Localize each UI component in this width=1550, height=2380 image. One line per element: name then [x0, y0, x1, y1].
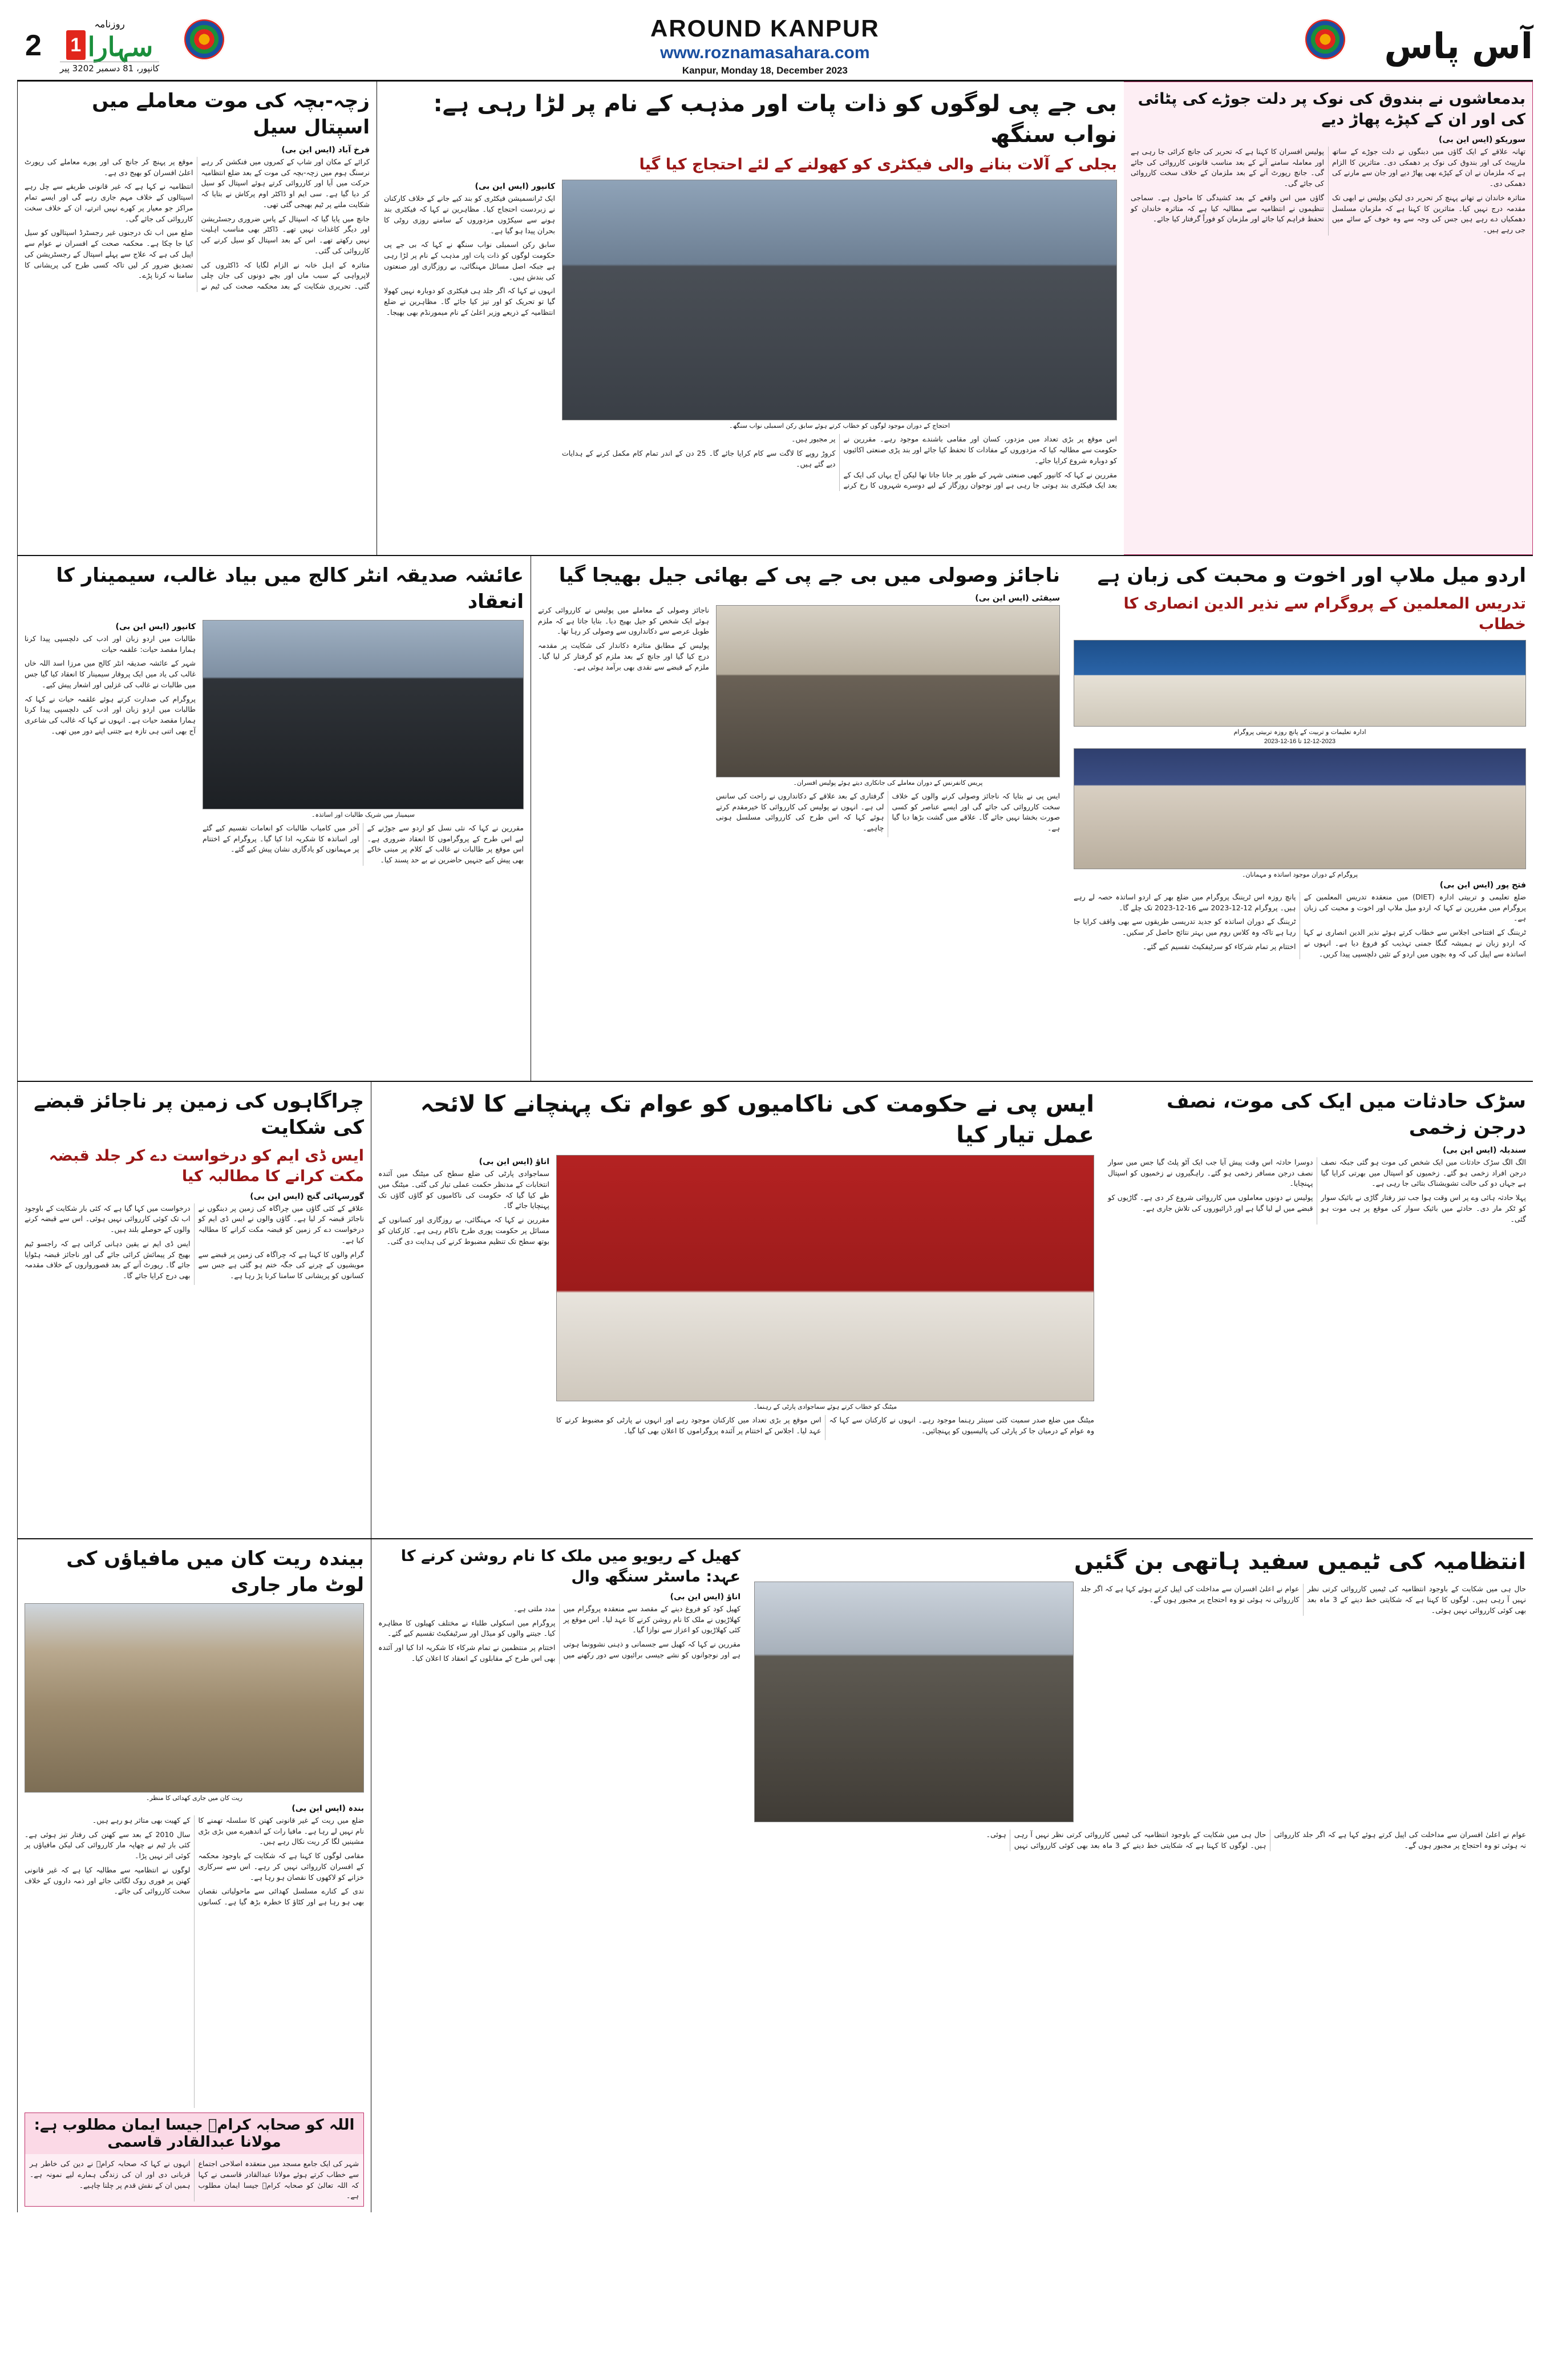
article-body: [25, 157, 370, 292]
subheadline: بجلی کے آلات بنانے والی فیکٹری کو کھولنے کے لئے احتجاج کیا گیا: [639, 156, 1117, 173]
quarry-photo: [25, 1603, 364, 1793]
byline: فتح پور (ایس این بی): [1439, 880, 1526, 890]
paragraph: اختتام پر تمام شرکاء کو سرٹیفکیٹ تقسیم کیے گئے۔: [1143, 942, 1296, 951]
paragraph: مقررین نے کہا کہ نئی نسل کو اردو سے جوڑنے کے لیے اس طرح کے پروگراموں کا انعقاد ضروری ہے۔ اس موقع پر طالبات نے غالب کے کلام پر مبنی خاکے بھی پیش کیے جنہیں حاضرین نے بے حد پسند کیا۔: [367, 823, 524, 865]
paragraph: دوسرا حادثہ اس وقت پیش آیا جب ایک آٹو پلٹ گیا جس میں سوار نصف درجن مسافر زخمی ہو گئے۔ راہگیروں نے زخمیوں کو اسپتال پہنچایا۔: [1108, 1157, 1313, 1188]
seminar-photo: [203, 620, 524, 809]
paragraph: ضلع میں اب تک درجنوں غیر رجسٹرڈ اسپتالوں کو سیل کیا جا چکا ہے۔ محکمہ صحت کے افسران نے عوام سے اپیل کی ہے کہ علاج سے پہلے اسپتال کے رجسٹریشن کی تصدیق ضرور کر لیں تاکہ کسی طرح کی پریشانی کا سامنا نہ کرنا پڑے۔: [25, 228, 193, 280]
logo-top-text: روزنامہ: [94, 18, 125, 30]
paragraph: علاقے کے کئی گاؤں میں چراگاہ کی زمین پر دبنگوں نے ناجائز قبضہ کر لیا ہے۔ گاؤں والوں نے ایس ڈی ایم کو درخواست دے کر زمین کو قبضہ مکت کرانے کا مطالبہ کیا ہے۔: [198, 1203, 364, 1244]
byline: سوریکو (ایس این بی): [1438, 135, 1525, 144]
paragraph: درخواست میں کہا گیا ہے کہ کئی بار شکایت کے باوجود اب تک کوئی کارروائی نہیں ہوئی۔ اس سے قبضہ کرنے والوں کے حوصلے بلند ہیں۔: [25, 1203, 191, 1234]
paragraph: طالبات میں اردو زبان اور ادب کی دلچسپی پیدا کرنا ہمارا مقصد حیات: علقمہ حیات: [25, 634, 196, 654]
paragraph: کھیل کود کو فروغ دینے کے مقصد سے منعقدہ پروگرام میں کھلاڑیوں نے ملک کا نام روشن کرنے کا عہد لیا۔ اس موقع پر کئی کھلاڑیوں کو اعزاز سے نوازا گیا۔: [563, 1604, 740, 1635]
paragraph: اس موقع پر بڑی تعداد میں کارکنان موجود رہے اور انہوں نے پارٹی کو مضبوط کرنے کا عہد لیا۔ اجلاس کے اختتام پر آئندہ پروگراموں کا اعلان بھی کیا گیا۔: [556, 1416, 821, 1435]
page-number: 2: [25, 29, 42, 62]
article-white-elephant: [25, 2113, 364, 2207]
paragraph: ناجائز وصولی کے معاملے میں پولیس نے کارروائی کرتے ہوئے ایک شخص کو جیل بھیج دیا۔ بتایا جاتا ہے کہ ملزم طویل عرصے سے دکانداروں سے وصولی کر رہا تھا۔: [538, 605, 709, 636]
paragraph: حال ہی میں شکایت کے باوجود انتظامیہ کی ٹیمیں کارروائی کرتی نظر نہیں آ رہی ہیں۔ لوگوں کا کہنا ہے کہ شکایتی خط دینے کے 3 ماہ بعد بھی کوئی کارروائی نہیں ہوئی۔: [1307, 1584, 1526, 1615]
photo-caption: میٹنگ کو خطاب کرتے ہوئے سماجوادی پارٹی کے رہنما۔: [753, 1403, 897, 1410]
headline: زچہ-بچہ کی موت معاملے میں اسپتال سیل: [92, 90, 370, 139]
article-body-left: [384, 180, 555, 491]
paragraph: ضلع میں ریت کے غیر قانونی کھنن کا سلسلہ تھمنے کا نام نہیں لے رہا ہے۔ مافیا رات کے اندھیرے میں بڑی بڑی مشینیں لگا کر ریت نکال رہے ہیں۔: [198, 1815, 364, 1846]
paragraph: پروگرام میں اسکولی طلباء نے مختلف کھیلوں کا مظاہرہ کیا۔ جیتنے والوں کو میڈل اور سرٹیفکیٹ تقسیم کیے گئے۔: [378, 1618, 556, 1638]
article-bjp-protest: [377, 82, 1124, 555]
paragraph: مقررین نے کہا کہ کانپور کبھی صنعتی شہر کے طور پر جانا جاتا تھا لیکن آج یہاں کی ایک کے بعد ایک فیکٹری بند ہوتی جا رہی ہے اور نوجوان روزگار کے لیے دوسرے شہروں کا رخ کرنے پر مجبور ہیں۔: [791, 435, 1117, 490]
protest-photo: [562, 180, 1117, 420]
event-banner-photo: [1074, 640, 1526, 727]
paragraph: متاثرہ خاندان نے تھانے پہنچ کر تحریر دی لیکن پولیس نے ابھی تک مقدمہ درج نہیں کیا۔ متاثرین کا کہنا ہے کہ ملزمان مسلسل دھمکیاں دے رہے ہیں جس کی وجہ سے وہ خوف کے سائے میں جی رہے ہیں۔: [1332, 193, 1525, 234]
headline: ناجائز وصولی میں بی جے پی کے بھائی جیل بھیجا گیا: [559, 564, 1060, 587]
paragraph: پہلا حادثہ ہائی وے پر اس وقت ہوا جب تیز رفتار گاڑی نے بائیک سوار کو ٹکر مار دی۔ حادثے میں بائیک سوار کی موقع پر ہی موت ہو گئی۔: [1321, 1193, 1526, 1223]
band-2: [17, 556, 1533, 1082]
paragraph: گرام والوں کا کہنا ہے کہ چراگاہ کی زمین پر قبضے سے مویشیوں کے چرنے کی جگہ ختم ہو گئی ہے جس سے کسانوں کو پریشانی کا سامنا کرنا پڑ رہا ہے۔: [198, 1250, 364, 1280]
paragraph: ضلع تعلیمی و تربیتی ادارہ (DIET) میں منعقدہ تدریس المعلمین کے پروگرام میں مقررین نے کہا کہ اردو میل ملاپ اور اخوت و محبت کی زبان ہے۔: [1304, 892, 1526, 923]
byline: سندیلہ (ایس این بی): [1442, 1145, 1526, 1155]
section-title-urdu: آس پاس: [1384, 25, 1533, 67]
article-sp-action-plan: [371, 1082, 1101, 1538]
paragraph: ٹریننگ کے افتتاحی اجلاس سے خطاب کرتے ہوئے نذیر الدین انصاری نے کہا کہ اردو زبان نے ہمیشہ گنگا جمنی تہذیب کو فروغ دیا ہے۔ انہوں نے اساتذہ سے اپیل کی کہ وہ بچوں میں اردو کے تئیں دلچسپی پیدا کریں۔: [1304, 928, 1526, 958]
banner-text: ادارہ تعلیمات و تربیت کے پانچ روزہ تربیتی پروگرام: [1233, 728, 1366, 736]
paragraph: گرفتاری کے بعد علاقے کے دکانداروں نے راحت کی سانس لی ہے۔ انہوں نے پولیس کی کارروائی کا خیرمقدم کرتے ہوئے کہا کہ اس طرح کی کارروائی مسلسل ہونی چاہیے۔: [716, 791, 884, 833]
byline: کانپور (ایس این بی): [475, 182, 555, 192]
rosette-right-icon: [1304, 18, 1346, 60]
paragraph: ٹریننگ کے دوران اساتذہ کو جدید تدریسی طریقوں سے بھی واقف کرایا جا رہا ہے تاکہ وہ کلاس روم میں بہتر نتائج حاصل کر سکیں۔: [1074, 917, 1296, 937]
paragraph: الگ الگ سڑک حادثات میں ایک شخص کی موت ہو گئی جبکہ نصف درجن افراد زخمی ہو گئے۔ زخمیوں کو اسپتال میں بھرتی کرایا گیا ہے جہاں دو کی حالت تشویشناک بتائی جا رہی ہے۔: [1321, 1157, 1526, 1188]
paragraph: انتظامیہ نے کہا ہے کہ غیر قانونی طریقے سے چل رہے اسپتالوں کے خلاف مہم جاری رہے گی اور ایسے تمام مراکز جو معیار پر کھرے نہیں اترتے، ان کے خلاف سخت کارروائی کی جائے گی۔: [25, 182, 193, 223]
police-presser-photo: [716, 605, 1060, 777]
paragraph: سابق رکن اسمبلی نواب سنگھ نے کہا کہ بی جے پی حکومت لوگوں کو ذات پات اور مذہب کے نام پر لڑا رہی ہے جبکہ اصل مسائل مہنگائی، بے روزگاری اور صنعتوں کی بندش ہیں۔: [384, 240, 555, 281]
paragraph: لوگوں نے انتظامیہ سے مطالبہ کیا ہے کہ غیر قانونی کھنن پر فوری روک لگائی جائے اور ذمہ داروں کے خلاف سخت کارروائی کی جائے۔: [25, 1865, 191, 1896]
paragraph: پروگرام کی صدارت کرتے ہوئے علقمہ حیات نے کہا کہ طالبات میں اردو زبان اور ادب کی دلچسپی پیدا کرنا ہمارا مقصد حیات ہے۔ انہوں نے کہا کہ غالب کی شاعری آج بھی اتنی ہی تازہ ہے جتنی اپنے دور میں تھی۔: [25, 694, 196, 735]
article-road-accident: [1101, 1082, 1533, 1538]
article-play-review: [371, 1539, 747, 2212]
logo-badge: 1: [66, 30, 86, 60]
band-1: [17, 82, 1533, 556]
paragraph: سال 2010 کے بعد سے کھنن کی رفتار تیز ہوئی ہے۔ کئی بار ٹیم نے چھاپہ مار کارروائی کی لیکن مافیاؤں پر کوئی اثر نہیں پڑا۔: [25, 1830, 191, 1860]
byline: اناؤ (ایس این بی): [670, 1592, 740, 1601]
paragraph: انہوں نے کہا کہ صحابہ کرامؓ نے دین کی خاطر ہر قربانی دی اور ان کی زندگی ہمارے لیے نمونہ ہے۔ ہمیں ان کے نقش قدم پر چلنا چاہیے۔: [30, 2159, 191, 2190]
article-mining-mafia: [17, 1539, 371, 2212]
article-photo-block: [562, 180, 1117, 491]
article-body: [1131, 147, 1525, 236]
logo-title: سہارا: [87, 31, 153, 62]
subheadline: ایس ڈی ایم کو درخواست دے کر جلد قبضہ مکت کرانے کا مطالبہ کیا: [48, 1146, 364, 1186]
section-title: AROUND KANPUR: [650, 15, 880, 42]
headline: عائشہ صدیقہ انٹر کالج میں بیاد غالب، سیمینار کا انعقاد: [56, 564, 524, 613]
masthead-left: [17, 18, 159, 74]
paragraph: عوام نے اعلیٰ افسران سے مداخلت کی اپیل کرتے ہوئے کہا ہے کہ اگر جلد کارروائی نہ ہوئی تو وہ احتجاج پر مجبور ہوں گے۔: [1080, 1584, 1300, 1604]
paragraph: آخر میں کامیاب طالبات کو انعامات تقسیم کیے گئے اور اساتذہ کا شکریہ ادا کیا گیا۔ پروگرام کے اختتام پر مہمانوں کو یادگاری نشان پیش کیے گئے۔: [203, 823, 359, 854]
paragraph: کروڑ روپے کا لاگت سے کام کرایا جائے گا۔ 25 دن کے اندر تمام کام مکمل کرنے کے ہدایات دیے گئے ہیں۔: [562, 449, 836, 468]
byline: کانپور (ایس این بی): [115, 622, 196, 631]
paragraph: اختتام پر منتظمین نے تمام شرکاء کا شکریہ ادا کیا اور آئندہ بھی اس طرح کے مقابلوں کے انعقاد کا اعلان کیا۔: [378, 1643, 556, 1663]
photo-caption: ریت کان میں جاری کھدائی کا منظر۔: [145, 1794, 243, 1802]
paragraph: پانچ روزہ اس ٹریننگ پروگرام میں ضلع بھر کے اردو اساتذہ حصہ لے رہے ہیں۔ پروگرام 12-12-2023 سے 16-12-2023 تک چلے گا۔: [1074, 892, 1296, 912]
band-4: [17, 1539, 1533, 2212]
newspaper-logo: [60, 18, 159, 74]
photo-caption: پریس کانفرنس کے دوران معاملے کی جانکاری دیتے ہوئے پولیس افسران۔: [793, 779, 983, 786]
paragraph: گاؤں میں اس واقعے کے بعد کشیدگی کا ماحول ہے۔ سماجی تنظیموں نے انتظامیہ سے مطالبہ کیا ہے کہ متاثرہ خاندان کو تحفظ فراہم کیا جائے اور ملزمان کو فوراً گرفتار کیا جائے۔: [1131, 193, 1324, 224]
paragraph: تھانہ علاقے کے ایک گاؤں میں دبنگوں نے دلت جوڑے کے ساتھ مارپیٹ کی اور بندوق کی نوک پر دھمکی دی۔ متاثرین کا الزام ہے کہ ملزمان نے ان کے کپڑے بھی پھاڑ دیے اور جان سے مارنے کی دھمکی دی۔: [1332, 147, 1525, 188]
byline: بندہ (ایس این بی): [292, 1803, 364, 1813]
sp-meeting-photo: [556, 1155, 1094, 1401]
headline: بی جے پی لوگوں کو ذات پات اور مذہب کے نام پر لڑا رہی ہے: نواب سنگھ: [433, 91, 1117, 148]
byline: اناؤ (ایس این بی): [479, 1157, 549, 1166]
paragraph: متاثرہ کے اہل خانہ نے الزام لگایا کہ ڈاکٹروں کی لاپرواہی کے سبب ماں اور بچے دونوں کی جان چلی گئی۔ تحریری شکایت کے بعد محکمہ صحت کی ٹیم نے موقع پر پہنچ کر جانچ کی اور پورے معاملے کی رپورٹ اعلیٰ افسران کو بھیج دی ہے۔: [25, 157, 370, 291]
paragraph: عوام نے اعلیٰ افسران سے مداخلت کی اپیل کرتے ہوئے کہا ہے کہ اگر جلد کارروائی نہ ہوئی تو وہ احتجاج پر مجبور ہوں گے۔: [1274, 1830, 1526, 1850]
paragraph: پولیس افسران کا کہنا ہے کہ تحریر کی جانچ کرائی جا رہی ہے اور معاملہ سامنے آنے کے بعد مناسب قانونی کارروائی کی جائے گی۔ جانچ رپورٹ آنے کے بعد ملزمان کے خلاف سخت کارروائی کی جائے گی۔: [1131, 147, 1324, 188]
headline: اردو میل ملاپ اور اخوت و محبت کی زبان ہے: [1097, 564, 1526, 587]
masthead-center: [159, 15, 1370, 76]
masthead: [17, 15, 1533, 82]
headline: انتظامیہ کی ٹیمیں سفید ہاتھی بن گئیں: [1074, 1548, 1526, 1575]
paragraph: ایس ڈی ایم نے یقین دہانی کرائی ہے کہ راجسو ٹیم بھیج کر پیمائش کرائی جائے گی اور ناجائز قبضہ ہٹوایا جائے گا۔ رپورٹ آنے کے بعد قصورواروں کے خلاف مقدمہ بھی درج کرایا جائے گا۔: [25, 1239, 191, 1280]
headline: چراگاہوں کی زمین پر ناجائز قبضے کی شکایت: [34, 1090, 364, 1139]
paragraph: مقررین نے کہا کہ مہنگائی، بے روزگاری اور کسانوں کے مسائل پر حکومت پوری طرح ناکام رہی ہے۔ کارکنان کو بوتھ سطح تک تنظیم مضبوط کرنے کی ہدایت دی گئی۔: [378, 1215, 549, 1246]
headline: اللہ کو صحابہ کرامؓ جیسا ایمان مطلوب ہے: مولانا عبدالقادر قاسمی: [25, 2113, 363, 2154]
band-3: [17, 1082, 1533, 1539]
paragraph: مقررین نے کہا کہ کھیل سے جسمانی و ذہنی نشوونما ہوتی ہے اور نوجوانوں کو نشے جیسی برائیوں سے دور رکھنے میں مدد ملتی ہے۔: [513, 1604, 740, 1659]
logo-main: [66, 30, 153, 60]
paragraph: شہر کے عائشہ صدیقہ انٹر کالج میں مرزا اسد اللہ خاں غالب کی یاد میں ایک پروقار سیمینار کا انعقاد کیا گیا جس میں طالبات نے غالب کی غزلیں اور اشعار پیش کیے۔: [25, 659, 196, 689]
article-ghalib-seminar: [17, 556, 531, 1081]
photo-caption: سیمینار میں شریک طالبات اور اساتذہ۔: [311, 810, 415, 818]
headline: بدمعاشوں نے بندوق کی نوک پر دلت جوڑے کی پٹائی کی اور ان کے کپڑے پھاڑ دیے: [1138, 90, 1525, 129]
headline: سڑک حادثات میں ایک کی موت، نصف درجن زخمی: [1167, 1090, 1526, 1139]
article-urdu-mel-milap: [1067, 556, 1533, 1081]
logo-date: کانپور، 18 دسمبر 2023 پیر: [60, 62, 159, 74]
article-gun-threat: [1124, 82, 1533, 555]
paragraph: ندی کے کنارے مسلسل کھدائی سے ماحولیاتی نقصان بھی ہو رہا ہے اور کٹاؤ کا خطرہ بڑھ گیا ہے۔ کسانوں کے کھیت بھی متاثر ہو رہے ہیں۔: [92, 1815, 364, 1907]
article-sahaba-iman: [747, 1539, 1533, 2212]
paragraph: میٹنگ میں ضلع صدر سمیت کئی سینئر رہنما موجود رہے۔ انہوں نے کارکنان سے کہا کہ وہ عوام کے درمیان جا کر پارٹی کی پالیسیوں کو پہنچائیں۔: [829, 1416, 1094, 1435]
paragraph: مقامی لوگوں کا کہنا ہے کہ شکایت کے باوجود محکمہ کے افسران کارروائی نہیں کر رہے۔ اس سے سرکاری خزانے کو لاکھوں کا نقصان ہو رہا ہے۔: [198, 1851, 364, 1882]
photo-caption: احتجاج کے دوران موجود لوگوں کو خطاب کرتے ہوئے سابق رکن اسمبلی نواب سنگھ۔: [729, 422, 950, 430]
article-hospital-cell: [17, 82, 377, 555]
paragraph: پولیس نے دونوں معاملوں میں کارروائی شروع کر دی ہے۔ گاڑیوں کو قبضے میں لے لیا گیا ہے اور ڈرائیوروں کی تلاش جاری ہے۔: [1108, 1193, 1313, 1213]
paragraph: حال ہی میں شکایت کے باوجود انتظامیہ کی ٹیمیں کارروائی کرتی نظر نہیں آ رہی ہیں۔ لوگوں کا کہنا ہے کہ شکایتی خط دینے کے 3 ماہ بعد بھی کوئی کارروائی نہیں ہوئی۔: [986, 1830, 1266, 1850]
article-grazing-land: [17, 1082, 371, 1538]
paragraph: پولیس کے مطابق متاثرہ دکاندار کی شکایت پر مقدمہ درج کیا گیا اور جانچ کے بعد ملزم کو گرفتار کر لیا گیا۔ ملزم کے قبضے سے نقدی بھی برآمد ہوئی ہے۔: [538, 641, 709, 671]
edition-line: Kanpur, Monday 18, December 2023: [682, 65, 848, 76]
website-url[interactable]: www.roznamasahara.com: [660, 43, 870, 62]
headline: بیندہ ریت کان میں مافیاؤں کی لوٹ مار جاری: [66, 1547, 364, 1596]
paragraph: ایس پی نے بتایا کہ ناجائز وصولی کرنے والوں کے خلاف سخت کارروائی کی جائے گی اور ایسے عناصر کو کسی صورت بخشا نہیں جائے گا۔ علاقے میں گشت بڑھا دیا گیا ہے۔: [892, 791, 1060, 833]
headline: ایس پی نے حکومت کی ناکامیوں کو عوام تک پہنچانے کا لائحہ عمل تیار کیا: [420, 1091, 1094, 1148]
paragraph: انہوں نے کہا کہ اگر جلد ہی فیکٹری کو دوبارہ نہیں کھولا گیا تو تحریک کو اور تیز کیا جائے گا۔ مظاہرین نے ضلع انتظامیہ کے ذریعے وزیر اعلیٰ کے نام میمورنڈم بھی بھیجا۔: [384, 286, 555, 317]
photo-caption: پروگرام کے دوران موجود اساتذہ و مہمانان۔: [1241, 870, 1358, 878]
subheadline: تدریس المعلمین کے پروگرام سے نذیر الدین انصاری کا خطاب: [1123, 594, 1526, 634]
rosette-left-icon: [183, 18, 225, 60]
gathering-photo: [754, 1582, 1074, 1822]
byline: فرخ آباد (ایس این بی): [281, 145, 370, 155]
headline: کھیل کے ریویو میں ملک کا نام روشن کرنے کا عہد: ماسٹر سنگھ وال: [400, 1547, 740, 1586]
paragraph: کرائے کے مکان اور شاپ کے کمروں میں فنکشن کر رہے نرسنگ ہوم میں زچہ-بچہ کی موت کے بعد ضلع انتظامیہ حرکت میں آیا اور کارروائی کرتے ہوئے اسپتال کو سیل کر دیا گیا ہے۔ سی ایم او ڈاکٹر اوم پرکاش نے بتایا کہ شکایت ملنے پر ٹیم بھیجی گئی تھی۔: [201, 157, 370, 209]
paragraph: ایک ٹرانسمیشن فیکٹری کو بند کیے جانے کے خلاف کارکنان نے زبردست احتجاج کیا۔ مظاہرین نے کہا کہ فیکٹری بند ہونے سے سیکڑوں مزدوروں کے سامنے روزی روٹی کا بحران پیدا ہو گیا ہے۔: [384, 194, 555, 235]
paragraph: شہر کی ایک جامع مسجد میں منعقدہ اصلاحی اجتماع سے خطاب کرتے ہوئے مولانا عبدالقادر قاسمی نے کہا کہ اللہ تعالیٰ کو صحابہ کرامؓ جیسا ایمان مطلوب ہے۔: [198, 2159, 359, 2200]
paragraph: سماجوادی پارٹی کی ضلع سطح کی میٹنگ میں آئندہ انتخابات کے مدنظر حکمت عملی تیار کی گئی۔ میٹنگ میں طے کیا گیا کہ حکومت کی ناکامیوں کو گاؤں گاؤں تک پہنچایا جائے گا۔: [378, 1169, 549, 1210]
byline: سیفئی (ایس این بی): [975, 593, 1060, 603]
article-illegal-recovery: [531, 556, 1067, 1081]
banner-dates: 12-12-2023 تا 16-12-2023: [1264, 737, 1336, 745]
paragraph: اس موقع پر بڑی تعداد میں مزدور، کسان اور مقامی باشندے موجود رہے۔ مقررین نے حکومت سے مطالبہ کیا کہ مزدوروں کے مفادات کا تحفظ کیا جائے اور بند پڑی صنعتی اکائیوں کو دوبارہ شروع کرایا جائے۔: [843, 435, 1117, 465]
paragraph: جانچ میں پایا گیا کہ اسپتال کے پاس ضروری رجسٹریشن اور دیگر کاغذات نہیں تھے۔ ڈاکٹر بھی مناسب اہلیت نہیں رکھتے تھے۔ اس کے بعد اسپتال کو سیل کرنے کی کارروائی کی گئی۔: [201, 214, 370, 255]
byline: گورسہائی گنج (ایس این بی): [250, 1191, 364, 1201]
training-photo: [1074, 748, 1526, 869]
